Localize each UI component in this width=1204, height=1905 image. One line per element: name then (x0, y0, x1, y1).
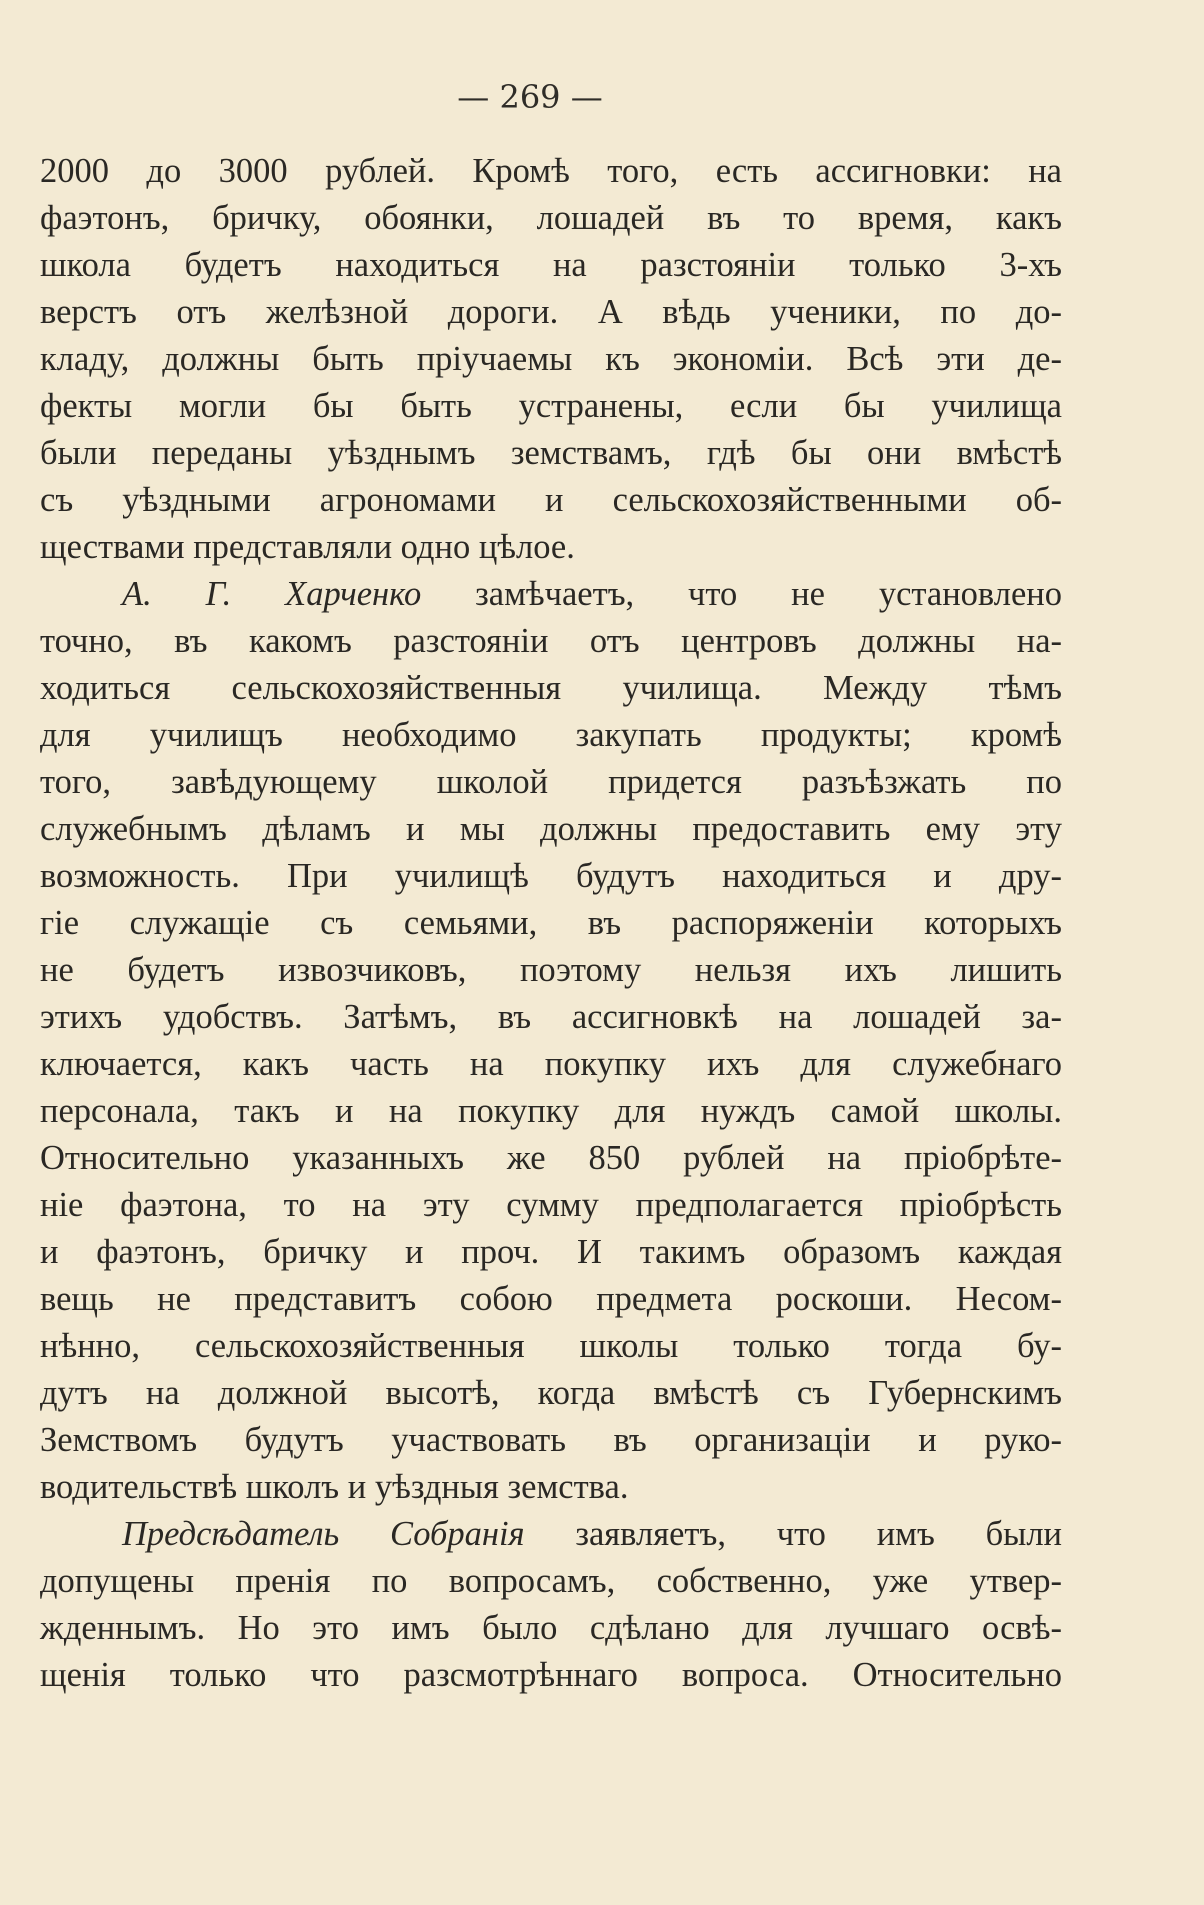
text-line: не будетъ извозчиковъ, поэтому нельзя ихъ лишить (40, 951, 1062, 989)
text-line: съ уѣздными агрономами и сельскохозяйственными об- (40, 481, 1062, 519)
paragraph-first-line (40, 571, 1062, 618)
page-number: — 269 — (457, 78, 603, 116)
text-line: этихъ удобствъ. Затѣмъ, въ ассигновкѣ на лошадей за- (40, 998, 1062, 1036)
text-line: кладу, должны быть пріучаемы къ экономіи. Всѣ эти де- (40, 340, 1062, 378)
text-line: ществами представляли одно цѣлое. (40, 528, 575, 566)
body-text (40, 148, 1062, 1699)
text-line: щенія только что разсмотрѣннаго вопроса. Относительно (40, 1656, 1062, 1694)
text-line: возможность. При училищѣ будутъ находиться и дру- (40, 857, 1062, 895)
paragraph-first-line (40, 1511, 1062, 1558)
text-line: гіе служащіе съ семьями, въ распоряженіи которыхъ (40, 904, 1062, 942)
speaker-name: А. Г. Харченко (122, 575, 422, 613)
text-line: дутъ на должной высотѣ, когда вмѣстѣ съ Губернскимъ (40, 1374, 1062, 1412)
text-line: персонала, такъ и на покупку для нуждъ самой школы. (40, 1092, 1062, 1130)
text-line: ходиться сельскохозяйственныя училища. Между тѣмъ (40, 669, 1062, 707)
text-line: того, завѣдующему школой придется разъѣзжать по (40, 763, 1062, 801)
text-line: водительствѣ школъ и уѣздныя земства. (40, 1468, 629, 1506)
text-fragment: заявляетъ, что имъ были (524, 1515, 1063, 1553)
text-line: точно, въ какомъ разстояніи отъ центровъ должны на- (40, 622, 1062, 660)
text-line: Земствомъ будутъ участвовать въ организаціи и руко- (40, 1421, 1062, 1459)
text-line: были переданы уѣзднымъ земствамъ, гдѣ бы они вмѣстѣ (40, 434, 1062, 472)
text-line: фаэтонъ, бричку, обоянки, лошадей въ то время, какъ (40, 199, 1062, 237)
text-line: верстъ отъ желѣзной дороги. А вѣдь ученики, по до- (40, 293, 1062, 331)
text-line: для училищъ необходимо закупать продукты; кромѣ (40, 716, 1062, 754)
text-fragment: замѣчаетъ, что не установлено (421, 575, 1063, 613)
text-line: 2000 до 3000 рублей. Кромѣ того, есть ассигновки: на (40, 152, 1062, 190)
text-line: нѣнно, сельскохозяйственныя школы только тогда бу- (40, 1327, 1062, 1365)
text-line: служебнымъ дѣламъ и мы должны предоставить ему эту (40, 810, 1062, 848)
text-line: и фаэтонъ, бричку и проч. И такимъ образомъ каждая (40, 1233, 1062, 1271)
text-line: Относительно указанныхъ же 850 рублей на пріобрѣте- (40, 1139, 1062, 1177)
text-line: фекты могли бы быть устранены, если бы училища (40, 387, 1062, 425)
text-line: ніе фаэтона, то на эту сумму предполагается пріобрѣсть (40, 1186, 1062, 1224)
speaker-name: Предсѣдатель Собранія (122, 1515, 525, 1553)
text-line: допущены пренія по вопросамъ, собственно, уже утвер- (40, 1562, 1062, 1600)
text-line: вещь не представитъ собою предмета роскоши. Несом- (40, 1280, 1062, 1318)
text-line: школа будетъ находиться на разстояніи только 3-хъ (40, 246, 1062, 284)
text-line: ключается, какъ часть на покупку ихъ для служебнаго (40, 1045, 1062, 1083)
text-line: жденнымъ. Но это имъ было сдѣлано для лучшаго освѣ- (40, 1609, 1062, 1647)
